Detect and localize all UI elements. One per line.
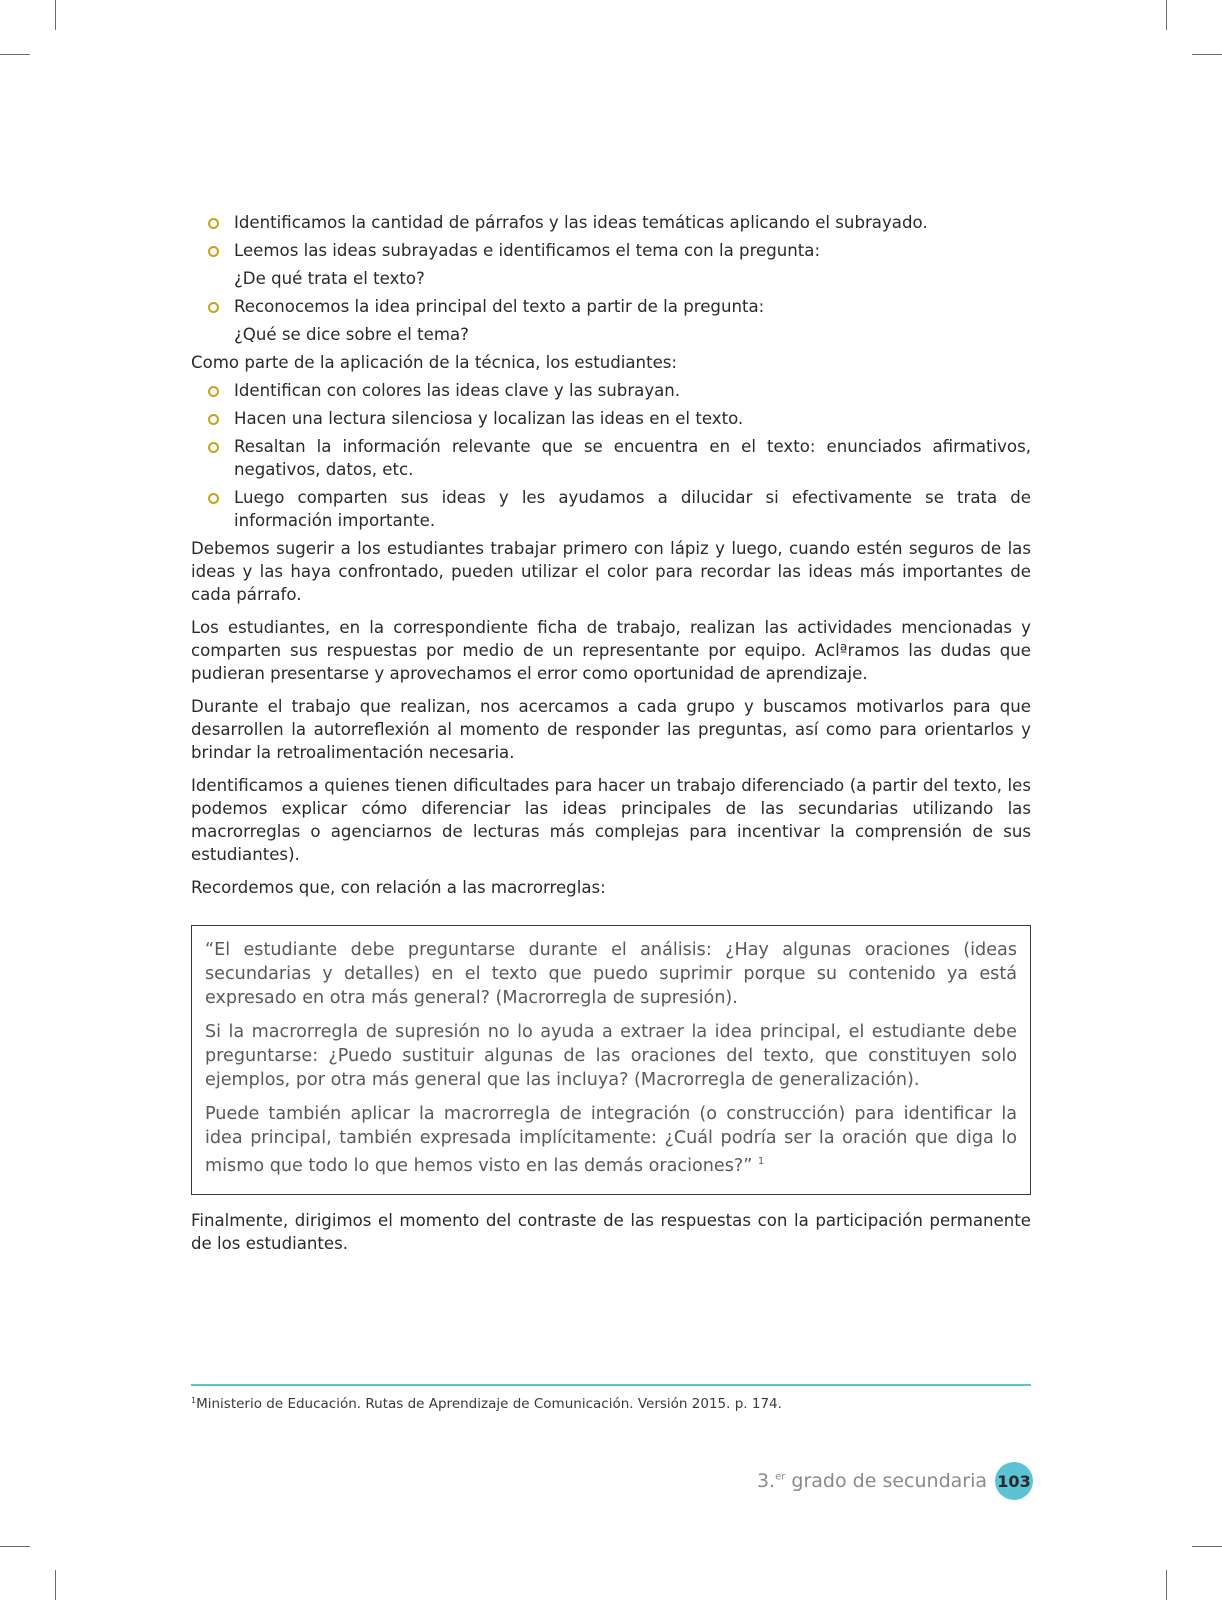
footnote-ref: 1 bbox=[757, 1156, 765, 1167]
crop-mark bbox=[1192, 54, 1222, 55]
crop-mark bbox=[0, 54, 30, 55]
page-footer bbox=[757, 1462, 1033, 1500]
crop-mark bbox=[1166, 1570, 1167, 1600]
list-item: Hacen una lectura silenciosa y localizan las ideas en el texto. bbox=[191, 407, 1031, 430]
bullet-icon bbox=[208, 414, 219, 425]
page-number: 103 bbox=[995, 1462, 1033, 1500]
crop-mark bbox=[55, 1570, 56, 1600]
bullet-icon bbox=[208, 493, 219, 504]
students-list bbox=[191, 379, 1031, 532]
page-content bbox=[191, 211, 1031, 1265]
quote-paragraph: Puede también aplicar la macrorregla de integración (o construcción) para identificar la idea principal, también expresada implícitamente: ¿Cuál podría ser la oración que diga lo mismo que todo lo que hemos visto en las demás oraciones?” $^1$ bbox=[205, 1104, 1017, 1176]
quote-box bbox=[191, 925, 1031, 1195]
list-item: Identifican con colores las ideas clave y las subrayan. bbox=[191, 379, 1031, 402]
footnote-number: 1 bbox=[191, 1396, 197, 1405]
crop-mark bbox=[55, 0, 56, 30]
steps-list bbox=[191, 295, 1031, 318]
quote-paragraph: “El estudiante debe preguntarse durante el análisis: ¿Hay algunas oraciones (ideas secundarias y detalles) en el texto que puedo suprimir porque su contenido ya está expresado en otra más general? (Macrorregla de supresión). bbox=[205, 940, 1017, 1008]
list-item: Resaltan la información relevante que se encuentra en el texto: enunciados afirmativos, negativos, datos, etc. bbox=[191, 435, 1031, 481]
bullet-icon bbox=[208, 246, 219, 257]
crop-mark bbox=[1192, 1546, 1222, 1547]
list-item: Leemos las ideas subrayadas e identificamos el tema con la pregunta: bbox=[191, 239, 1031, 262]
footnote bbox=[191, 1396, 782, 1412]
steps-list bbox=[191, 211, 1031, 262]
list-item: Luego comparten sus ideas y les ayudamos a dilucidar si efectivamente se trata de información importante. bbox=[191, 486, 1031, 532]
intro-text: Como parte de la aplicación de la técnica, los estudiantes: bbox=[191, 353, 678, 372]
bullet-icon bbox=[208, 386, 219, 397]
paragraph: Identificamos a quienes tienen dificultades para hacer un trabajo diferenciado (a partir del texto, les podemos explicar cómo diferenciar las ideas principales de las secundarias utilizando las macrorreglas o agenciarnos de lecturas más complejas para incentivar la comprensión de sus estudiantes). bbox=[191, 776, 1031, 864]
grade-label: 3.$^{er}$ grado de secundaria bbox=[756, 1470, 987, 1492]
crop-mark bbox=[1166, 0, 1167, 30]
paragraph: Debemos sugerir a los estudiantes trabajar primero con lápiz y luego, cuando estén seguros de las ideas y las haya confrontado, pueden utilizar el color para recordar las ideas más importantes de cada párrafo. bbox=[191, 539, 1031, 604]
paragraph: Durante el trabajo que realizan, nos acercamos a cada grupo y buscamos motivarlos para que desarrollen la autorreflexión al momento de responder las preguntas, así como para orientarlos y brindar la retroalimentación necesaria. bbox=[191, 697, 1031, 762]
footnote-text: Ministerio de Educación. Rutas de Aprendizaje de Comunicación. Versión 2015. p. 174. bbox=[196, 1396, 782, 1412]
list-item: Identificamos la cantidad de párrafos y las ideas temáticas aplicando el subrayado. bbox=[191, 211, 1031, 234]
quote-paragraph: Si la macrorregla de supresión no lo ayuda a extraer la idea principal, el estudiante debe preguntarse: ¿Puedo sustituir algunas de las oraciones del texto, que constituyen solo ejemplos, por otra más general que las incluya? (Macrorregla de generalización). bbox=[205, 1022, 1017, 1090]
closing-paragraph: Finalmente, dirigimos el momento del contraste de las respuestas con la participación permanente de los estudiantes. bbox=[191, 1210, 1031, 1253]
bullet-icon bbox=[208, 218, 219, 229]
bullet-icon bbox=[208, 302, 219, 313]
list-item-continuation: ¿Qué se dice sobre el tema? bbox=[234, 325, 469, 344]
crop-mark bbox=[0, 1546, 30, 1547]
list-item: Reconocemos la idea principal del texto a partir de la pregunta: bbox=[191, 295, 1031, 318]
list-item-continuation: ¿De qué trata el texto? bbox=[234, 269, 425, 288]
paragraph: Recordemos que, con relación a las macrorreglas: bbox=[191, 878, 606, 897]
footnote-divider bbox=[191, 1384, 1031, 1386]
bullet-icon bbox=[208, 442, 219, 453]
paragraph: Los estudiantes, en la correspondiente ficha de trabajo, realizan las actividades mencionadas y comparten sus respuestas por medio de un representante por equipo. Aclªramos las dudas que pudieran presentarse y aprovechamos el error como oportunidad de aprendizaje. bbox=[191, 618, 1031, 683]
